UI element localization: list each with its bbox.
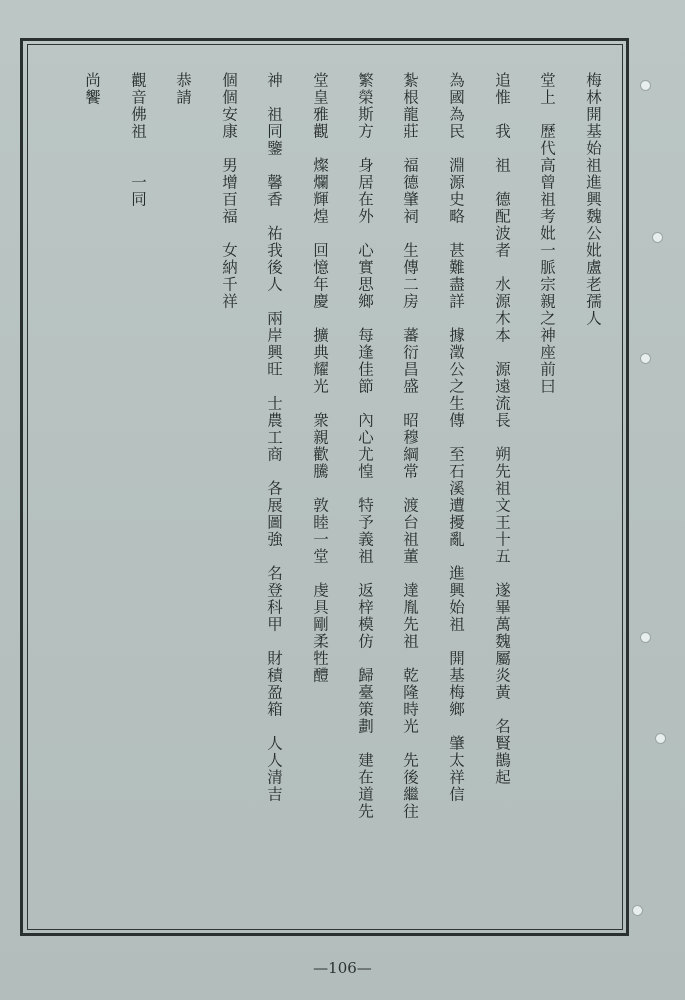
text-column-3: 追惟 我 祖 德配波者 水源木本 源遠流長 朔先祖文王十五 遂畢萬魏屬炎黃 名賢鵲起 <box>493 72 511 786</box>
text-column-7: 堂皇雅觀 燦爛輝煌 回憶年慶 擴典耀光 衆親歡騰 敦睦一堂 虔具剛柔牲醴 <box>311 72 329 684</box>
text-column-12: 尚饗 <box>83 72 101 106</box>
text-column-5: 紮根龍莊 福德肇祠 生傳二房 蕃衍昌盛 昭穆綱常 渡台祖董 達胤先祖 乾隆時光 先後繼往 <box>401 72 419 820</box>
text-column-8: 神 祖同鑒 馨香 祐我後人 兩岸興旺 士農工商 各展圖強 名登科甲 財積盈箱 人人清吉 <box>265 72 283 803</box>
binding-hole <box>640 632 651 643</box>
text-column-9: 個個安康 男增百福 女納千祥 <box>220 72 238 310</box>
text-column-10: 恭請 <box>174 72 192 106</box>
text-column-2: 堂上 歷代高曾祖考妣一脈宗親之神座前曰 <box>538 72 556 395</box>
text-column-4: 為國為民 淵源史略 甚難盡詳 據澂公之生傳 至石溪遭擾亂 進興始祖 開基梅鄉 肇太祥信 <box>447 72 465 803</box>
binding-hole <box>652 232 663 243</box>
text-column-6: 繁榮斯方 身居在外 心實思鄉 每逢佳節 內心尤惶 特予義祖 返梓模仿 歸臺策劃 建在道先 <box>356 72 374 820</box>
binding-hole <box>632 905 643 916</box>
binding-hole <box>640 80 651 91</box>
text-column-11: 觀音佛祖 一同 <box>129 72 147 208</box>
text-column-1: 梅林開基始祖進興魏公妣盧老孺人 <box>584 72 602 327</box>
page-number: —106— <box>313 959 372 977</box>
binding-hole <box>640 353 651 364</box>
binding-hole <box>655 733 666 744</box>
